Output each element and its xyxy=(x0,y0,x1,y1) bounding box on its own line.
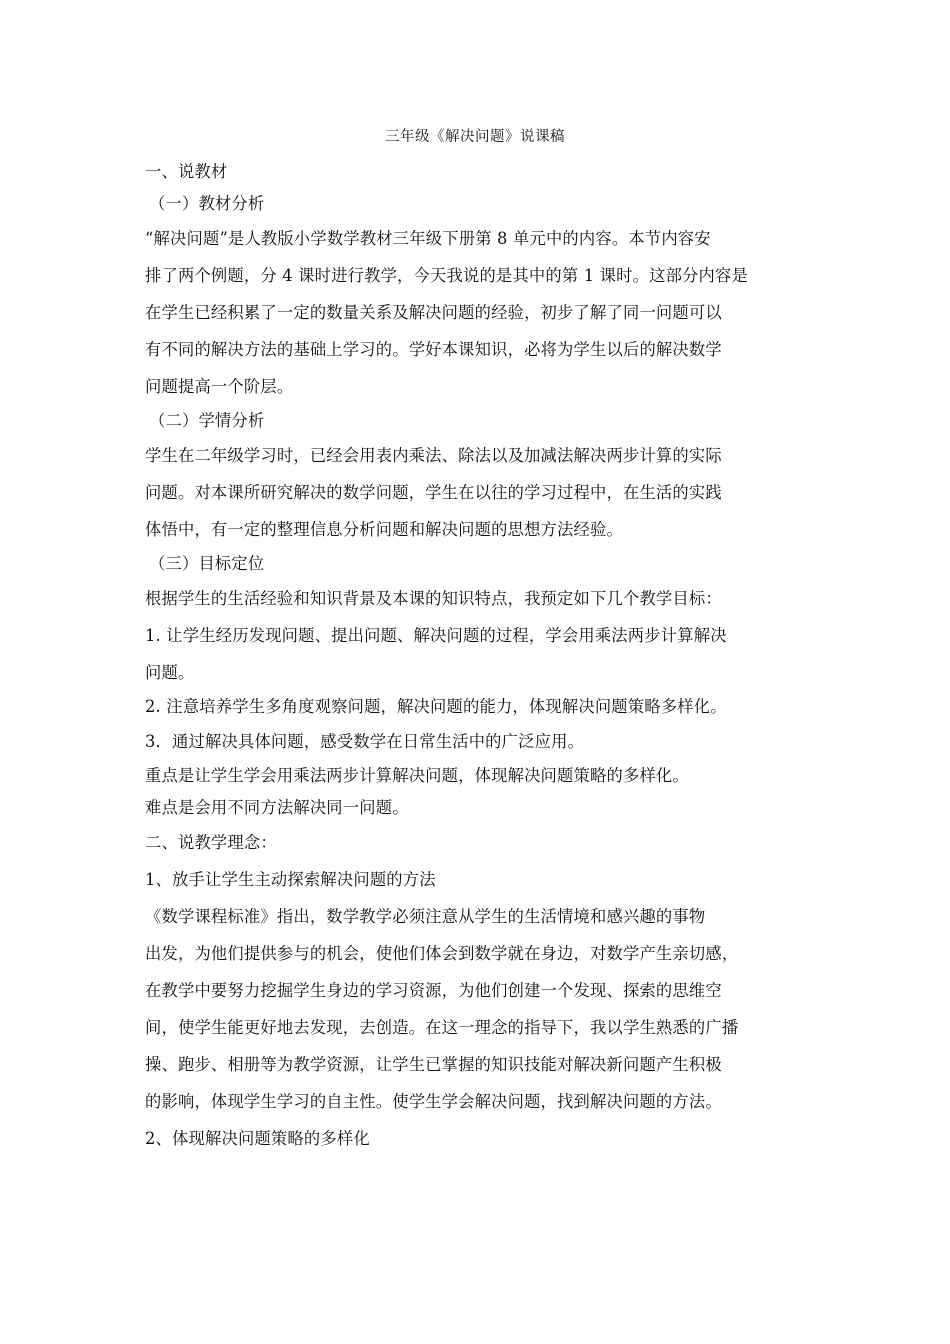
goal-item-1: 1. 让学生经历发现问题、提出问题、解决问题的过程，学会用乘法两步计算解决 xyxy=(145,626,727,645)
goal-item-3: 3．通过解决具体问题，感受数学在日常生活中的广泛应用。 xyxy=(145,732,585,751)
document-title: 三年级《解决问题》说课稿 xyxy=(385,129,565,145)
subheading-explore-methods: 1、放手让学生主动探索解决问题的方法 xyxy=(145,870,436,889)
goal-item-2: 2. 注意培养学生多角度观察问题，解决问题的能力，体现解决问题策略多样化。 xyxy=(145,697,727,716)
paragraph-line: 体悟中，有一定的整理信息分析问题和解决问题的思想方法经验。 xyxy=(145,520,623,539)
paragraph-line: 学生在二年级学习时，已经会用表内乘法、除法以及加减法解决两步计算的实际 xyxy=(145,446,722,465)
paragraph-line: 《数学课程标准》指出，数学教学必须注意从学生的生活情境和感兴趣的事物 xyxy=(145,907,706,926)
subheading-strategy-diversity: 2、体现解决问题策略的多样化 xyxy=(145,1129,370,1148)
paragraph-line: 在学生已经积累了一定的数量关系及解决问题的经验，初步了解了同一问题可以 xyxy=(145,303,722,322)
subheading-goals: （三）目标定位 xyxy=(149,554,265,573)
document-body xyxy=(145,156,810,1157)
paragraph-line: 操、跑步、相册等为教学资源，让学生已掌握的知识技能对解决新问题产生积极 xyxy=(145,1055,722,1074)
subheading-student-analysis: （二）学情分析 xyxy=(149,411,265,430)
paragraph-line: 问题提高一个阶层。 xyxy=(145,377,294,396)
paragraph-line: 根据学生的生活经验和知识背景及本课的知识特点，我预定如下几个教学目标： xyxy=(145,589,722,608)
paragraph-line: 的影响，体现学生学习的自主性。使学生学会解决问题，找到解决问题的方法。 xyxy=(145,1092,722,1111)
subheading-textbook-analysis: （一）教材分析 xyxy=(149,194,265,213)
paragraph-line: “解决问题”是人教版小学数学教材三年级下册第 8 单元中的内容。本节内容安 xyxy=(145,229,711,248)
paragraph-line: 排了两个例题，分 4 课时进行教学，今天我说的是其中的第 1 课时。这部分内容是 xyxy=(145,266,748,285)
section-heading-teaching-philosophy: 二、说教学理念： xyxy=(145,833,277,852)
paragraph-line: 问题。对本课所研究解决的数学问题，学生在以往的学习过程中，在生活的实践 xyxy=(145,483,722,502)
paragraph-line: 有不同的解决方法的基础上学习的。学好本课知识，必将为学生以后的解决数学 xyxy=(145,340,722,359)
paragraph-line: 在教学中要努力挖掘学生身边的学习资源，为他们创建一个发现、探索的思维空 xyxy=(145,981,722,1000)
goal-item-1-continued: 问题。 xyxy=(145,663,195,682)
paragraph-line: 间，使学生能更好地去发现，去创造。在这一理念的指导下，我以学生熟悉的广播 xyxy=(145,1018,739,1037)
paragraph-line: 出发，为他们提供参与的机会，使他们体会到数学就在身边，对数学产生亲切感， xyxy=(145,944,739,963)
key-point: 重点是让学生学会用乘法两步计算解决问题，体现解决问题策略的多样化。 xyxy=(145,766,689,785)
difficult-point: 难点是会用不同方法解决同一问题。 xyxy=(145,798,409,817)
section-heading-textbook: 一、说教材 xyxy=(145,162,228,181)
